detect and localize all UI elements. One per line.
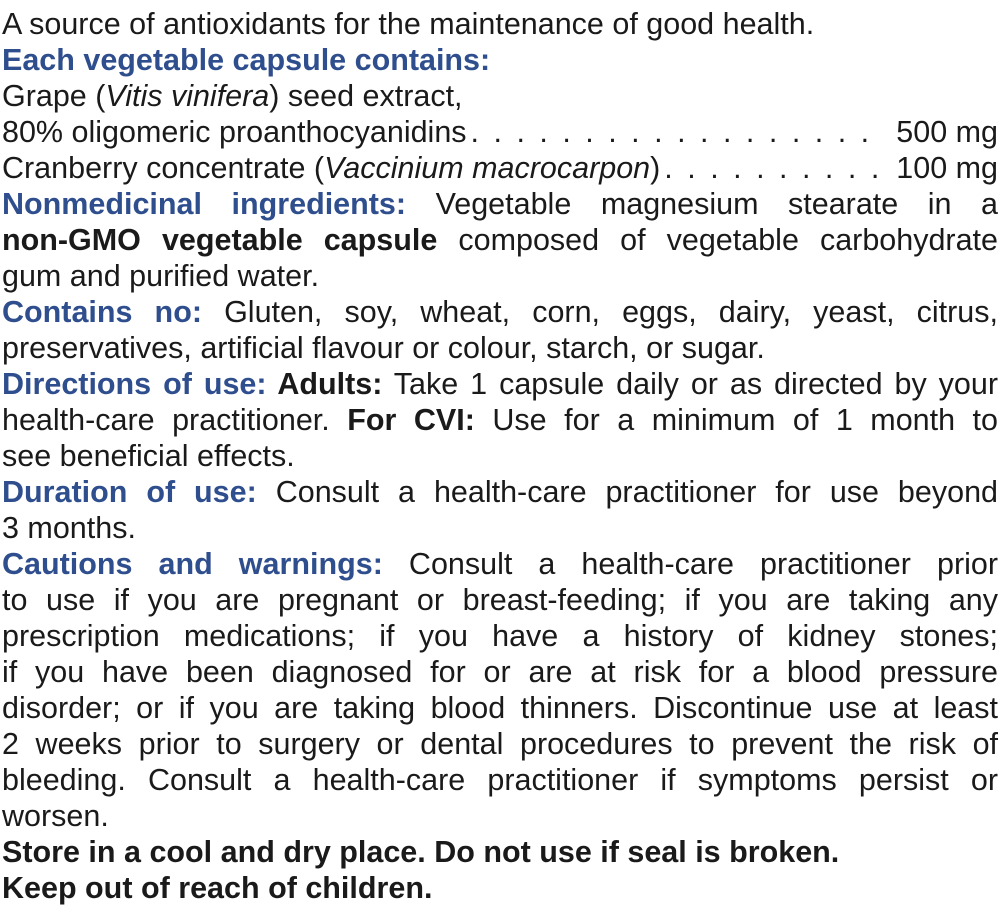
ingredient-cranberry	[2, 150, 998, 186]
directions-heading: Directions of use:	[2, 367, 267, 401]
ingredient-cranberry-amount: 100 mg	[896, 151, 998, 185]
intro-text: A source of antioxidants for the maintenance of good health.	[2, 7, 815, 41]
cautions-last-line: worsen.	[2, 799, 109, 833]
duration-line2: 3 months.	[2, 511, 136, 545]
cautions-line: 2 weeks prior to surgery or dental procedures to prevent the risk of	[2, 727, 998, 761]
directions-line1	[2, 366, 998, 402]
nonmedicinal-line1	[2, 186, 998, 222]
cautions-line: disorder; or if you are taking blood thinners. Discontinue use at least	[2, 691, 998, 725]
directions-line3: see beneficial effects.	[2, 439, 295, 473]
nonmedicinal-capsule: non-GMO vegetable capsule	[2, 223, 438, 257]
nonmedicinal-line2	[2, 222, 998, 258]
nonmedicinal-line3: gum and purified water.	[2, 259, 320, 293]
directions-adults-label: Adults:	[266, 367, 383, 401]
ingredient-cranberry-latin: Vaccinium macrocarpon	[324, 151, 651, 185]
ingredient-grape-line1	[2, 78, 998, 114]
nonmedicinal-text1: Vegetable magnesium stearate in a	[406, 187, 998, 221]
dot-leader	[664, 150, 882, 186]
cautions-text1: Consult a health-care practitioner prior	[382, 547, 998, 581]
ingredient-grape-detail: 80% oligomeric proanthocyanidins	[2, 115, 467, 149]
directions-cvi-label: For CVI:	[347, 403, 475, 437]
ingredient-cranberry-suffix: )	[650, 151, 661, 185]
medicinal-heading: Each vegetable capsule contains:	[2, 43, 491, 77]
cautions-line: prescription medications; if you have a history of kidney stones;	[2, 619, 998, 653]
ingredient-grape-prefix: Grape (	[2, 79, 106, 113]
ingredient-cranberry-prefix: Cranberry concentrate (	[2, 151, 325, 185]
cautions-line: if you have been diagnosed for or are at risk for a blood pressure	[2, 655, 998, 689]
cautions-line: bleeding. Consult a health-care practitioner if symptoms persist or	[2, 763, 998, 797]
nonmedicinal-heading: Nonmedicinal ingredients:	[2, 187, 407, 221]
duration-text1: Consult a health-care practitioner for use beyond	[256, 475, 998, 509]
directions-adults-text: Take 1 capsule daily or as directed by your	[382, 367, 998, 401]
ingredient-grape-suffix: ) seed extract,	[269, 79, 463, 113]
directions-line2	[2, 402, 998, 438]
children-warning: Keep out of reach of children.	[2, 871, 433, 905]
nonmedicinal-text2: composed of vegetable carbohydrate	[437, 223, 998, 257]
storage-statement: Store in a cool and dry place. Do not use if seal is broken.	[2, 835, 840, 869]
ingredient-grape-latin: Vitis vinifera	[105, 79, 270, 113]
duration-line1	[2, 474, 998, 510]
dot-leader	[471, 114, 883, 150]
cautions-heading: Cautions and warnings:	[2, 547, 383, 581]
contains-no-line1	[2, 294, 998, 330]
directions-line2-text: health-care practitioner.	[2, 403, 348, 437]
cautions-line1	[2, 546, 998, 582]
directions-cvi-text: Use for a minimum of 1 month to	[474, 403, 998, 437]
contains-no-line2: preservatives, artificial flavour or colour, starch, or sugar.	[2, 331, 765, 365]
ingredient-grape-line2	[2, 114, 998, 150]
ingredient-cranberry-name	[2, 150, 660, 186]
contains-no-heading: Contains no:	[2, 295, 202, 329]
cautions-line: to use if you are pregnant or breast-feeding; if you are taking any	[2, 583, 998, 617]
contains-no-text1: Gluten, soy, wheat, corn, eggs, dairy, yeast, citrus,	[201, 295, 998, 329]
duration-heading: Duration of use:	[2, 475, 257, 509]
ingredient-grape-amount: 500 mg	[896, 115, 998, 149]
